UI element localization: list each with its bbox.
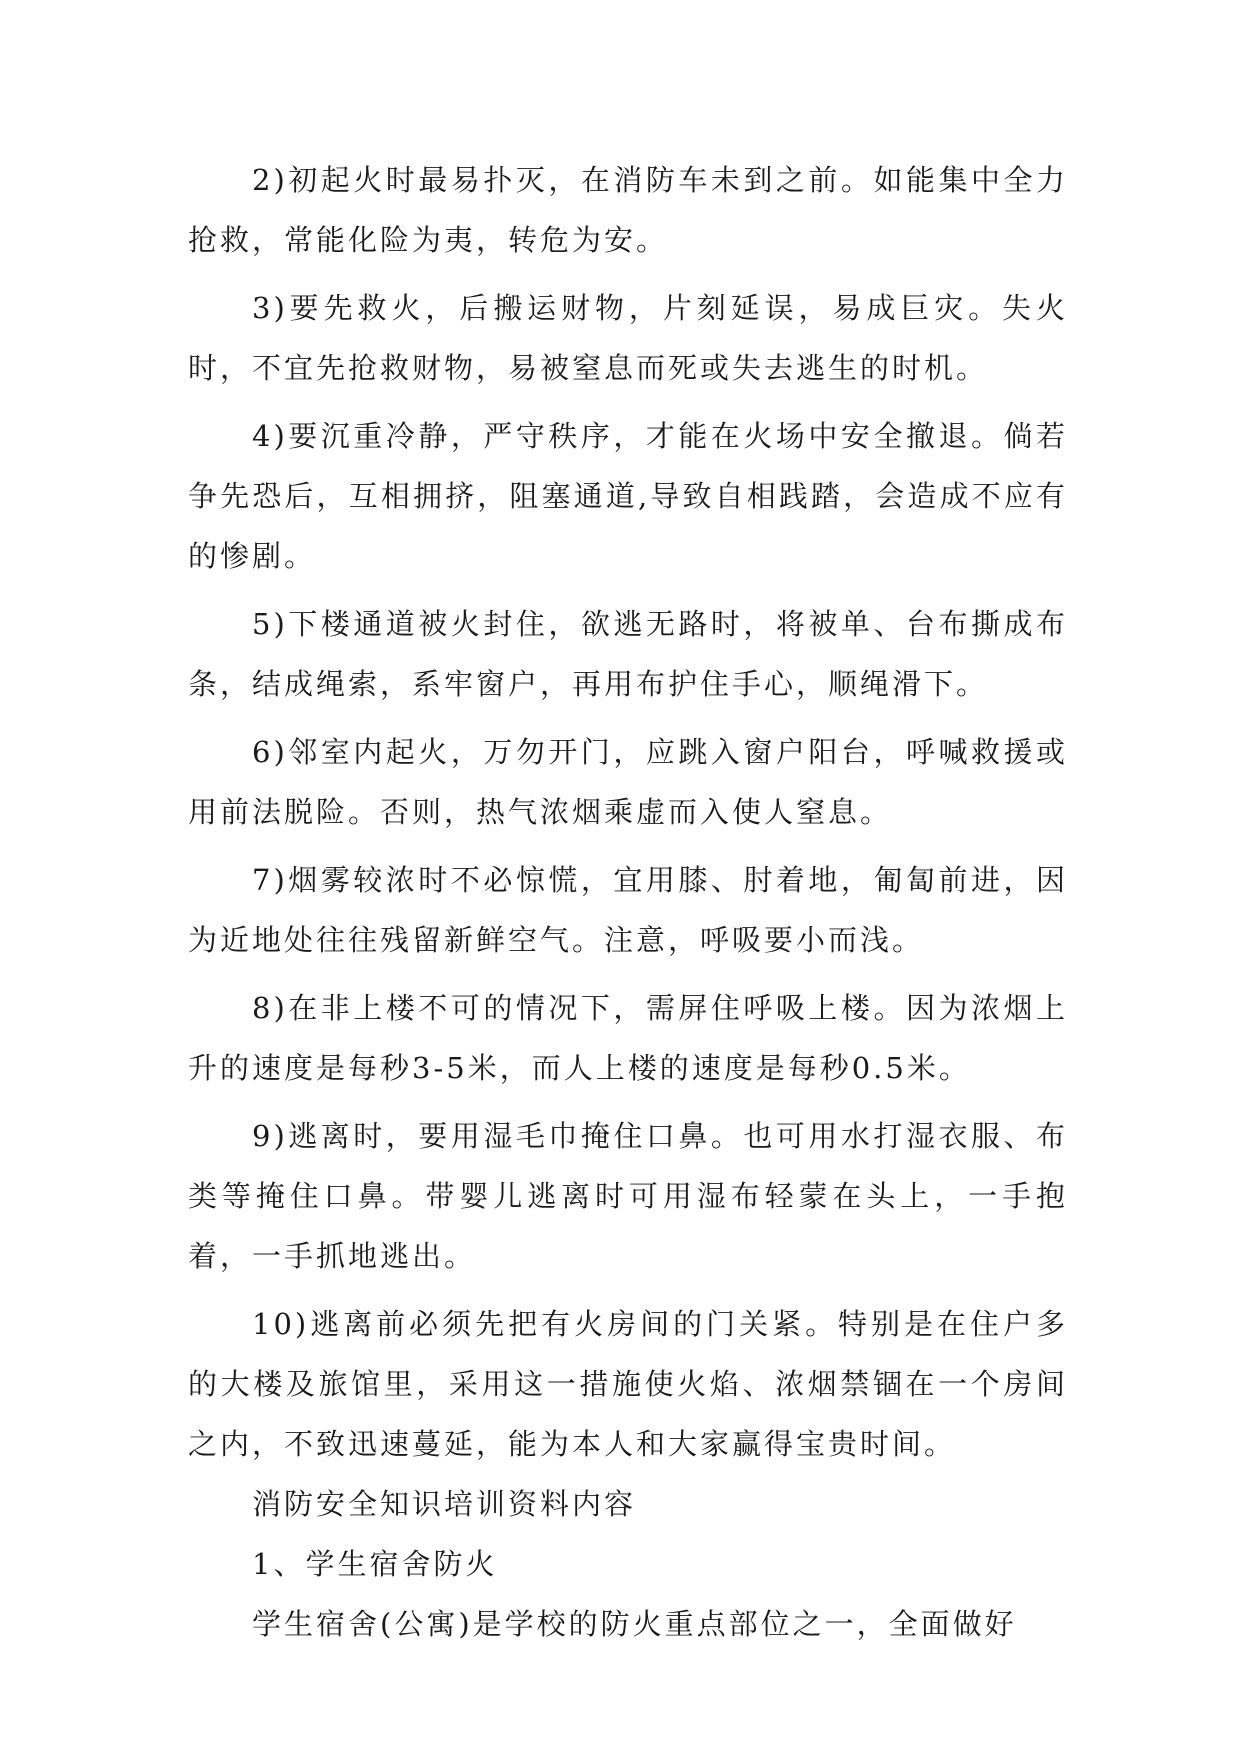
body-paragraph: 学生宿舍(公寓)是学校的防火重点部位之一，全面做好 xyxy=(252,1607,1017,1641)
paragraph-item-5: 5)下楼通道被火封住，欲逃无路时，将被单、台布撕成布条，结成绳索，系牢窗户，再用布护住手心，顺绳滑下。 xyxy=(188,607,1068,701)
paragraph-item-6: 6)邻室内起火，万勿开门，应跳入窗户阳台，呼喊救援或用前法脱险。否则，热气浓烟乘虚而入使人窒息。 xyxy=(188,735,1068,829)
paragraph-item-4: 4)要沉重冷静，严守秩序，才能在火场中安全撤退。倘若争先恐后，互相拥挤，阻塞通道,导致自相践踏，会造成不应有的惨剧。 xyxy=(188,419,1068,573)
paragraph-item-8: 8)在非上楼不可的情况下，需屏住呼吸上楼。因为浓烟上升的速度是每秒3-5米，而人上楼的速度是每秒0.5米。 xyxy=(188,991,1068,1085)
paragraph-item-10: 10)逃离前必须先把有火房间的门关紧。特别是在住户多的大楼及旅馆里，采用这一措施使火焰、浓烟禁锢在一个房间之内，不致迅速蔓延，能为本人和大家赢得宝贵时间。 xyxy=(188,1307,1068,1461)
paragraph-item-7: 7)烟雾较浓时不必惊慌，宜用膝、肘着地，匍匐前进，因为近地处往往残留新鲜空气。注意，呼吸要小而浅。 xyxy=(188,863,1068,957)
paragraph-item-3: 3)要先救火，后搬运财物，片刻延误，易成巨灾。失火时，不宜先抢救财物，易被窒息而死或失去逃生的时机。 xyxy=(188,291,1068,385)
paragraph-item-2: 2)初起火时最易扑灭，在消防车未到之前。如能集中全力抢救，常能化险为夷，转危为安。 xyxy=(188,163,1068,257)
document-page xyxy=(188,150,1068,1654)
section-heading: 消防安全知识培训资料内容 xyxy=(252,1487,637,1521)
paragraph-item-9: 9)逃离时，要用湿毛巾掩住口鼻。也可用水打湿衣服、布类等掩住口鼻。带婴儿逃离时可用湿布轻蒙在头上，一手抱着，一手抓地逃出。 xyxy=(188,1119,1068,1273)
subsection-heading: 1、学生宿舍防火 xyxy=(252,1547,498,1581)
